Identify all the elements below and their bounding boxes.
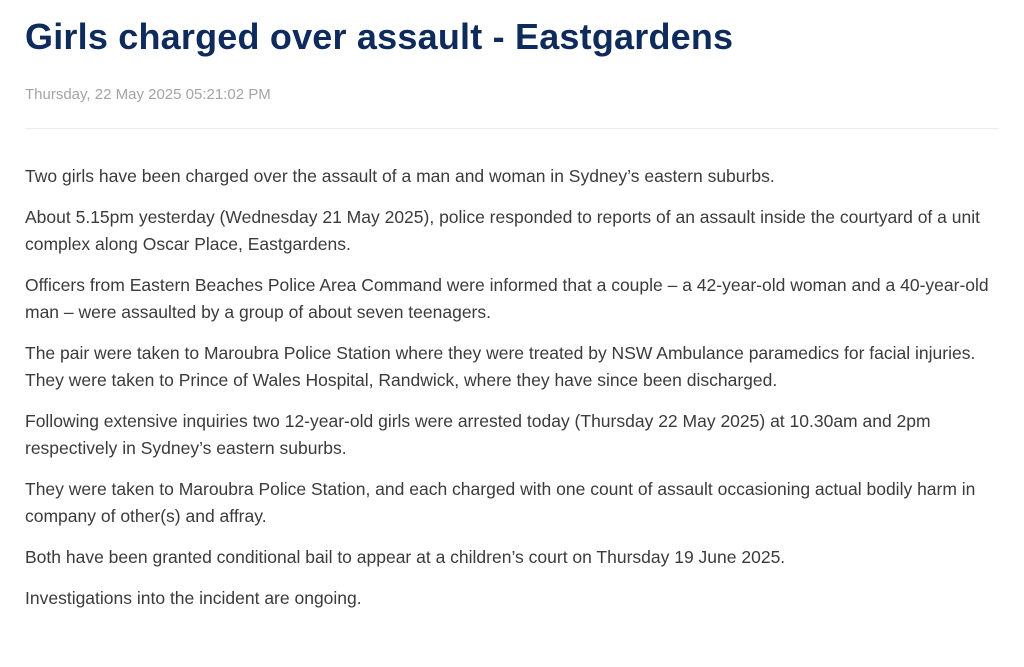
paragraph: Two girls have been charged over the assault of a man and woman in Sydney’s eastern suburbs.	[25, 166, 775, 186]
paragraph: Following extensive inquiries two 12-year-old girls were arrested today (Thursday 22 May 2025) at 10.30am and 2pm respectively in Sydney’s eastern suburbs.	[25, 411, 931, 458]
divider	[25, 128, 999, 129]
paragraph: Both have been granted conditional bail to appear at a children’s court on Thursday 19 June 2025.	[25, 547, 786, 567]
article-title: Girls charged over assault - Eastgardens	[25, 16, 734, 57]
article-date: Thursday, 22 May 2025 05:21:02 PM	[25, 86, 271, 103]
paragraph: Officers from Eastern Beaches Police Area Command were informed that a couple – a 42-year-old woman and a 40-year-old man – were assaulted by a group of about seven teenagers.	[25, 275, 989, 322]
paragraph: About 5.15pm yesterday (Wednesday 21 May 2025), police responded to reports of an assault inside the courtyard of a unit complex along Oscar Place, Eastgardens.	[25, 207, 980, 254]
paragraph: The pair were taken to Maroubra Police Station where they were treated by NSW Ambulance paramedics for facial injuries. They were taken to Prince of Wales Hospital, Randwick, where they have since been discharged.	[25, 343, 976, 390]
article-body	[25, 163, 999, 612]
paragraph: Investigations into the incident are ongoing.	[25, 588, 362, 608]
paragraph: They were taken to Maroubra Police Station, and each charged with one count of assault occasioning actual bodily harm in company of other(s) and affray.	[25, 479, 976, 526]
